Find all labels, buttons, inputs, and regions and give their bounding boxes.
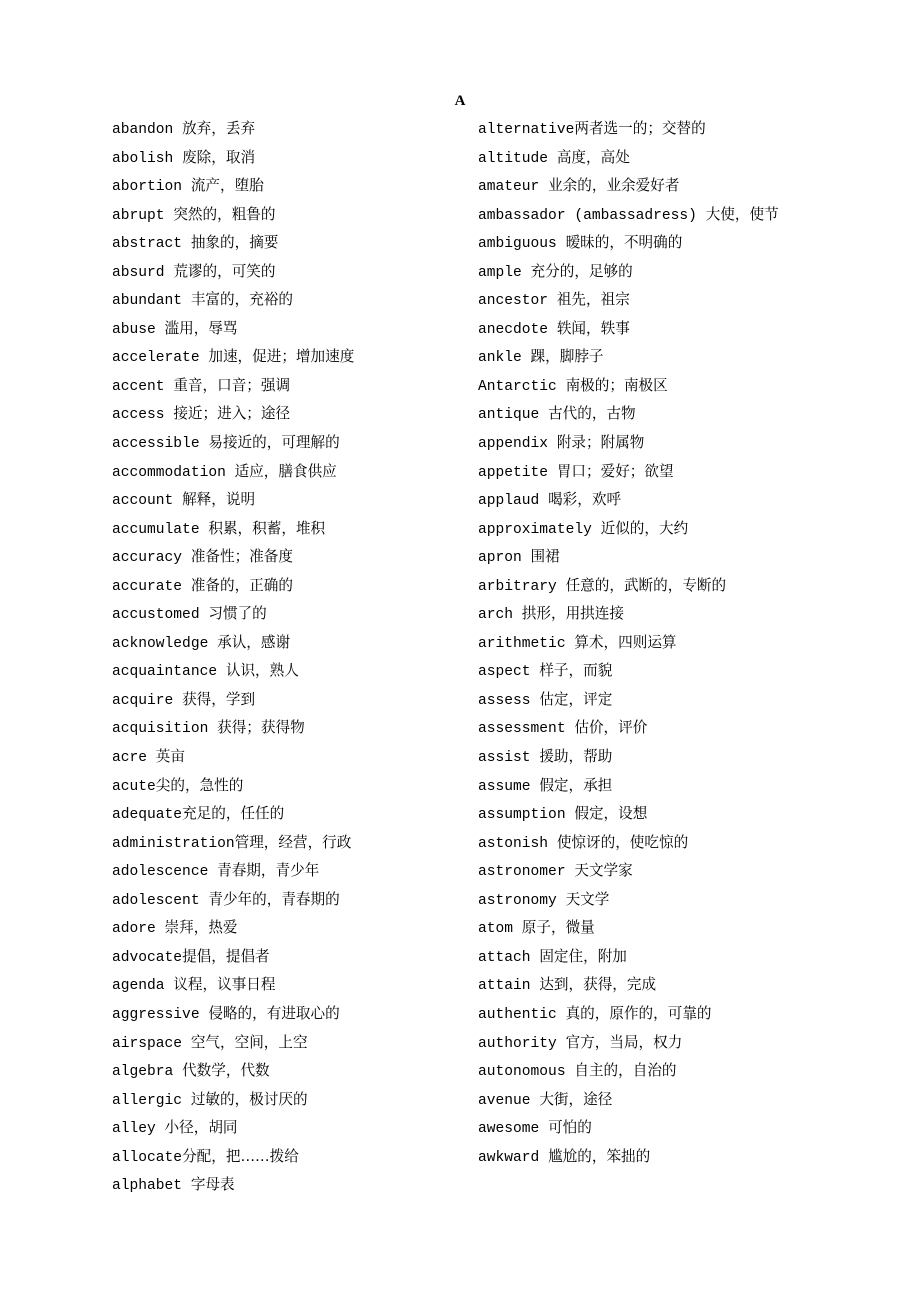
vocab-word: astronomer [478,864,575,881]
vocab-entry [112,686,452,715]
vocab-entry [112,115,452,144]
vocab-word: adolescence [112,864,218,881]
vocab-definition: 拱形，用拱连接 [521,605,624,623]
vocab-definition: 自主的，自治的 [574,1062,677,1080]
vocab-word: Antarctic [478,378,566,395]
vocab-word: atom [478,921,522,938]
vocab-word: accuracy [112,550,191,567]
vocab-word: alternative [478,122,575,138]
vocab-definition: 崇拜，热爱 [164,919,238,937]
vocab-definition: 易接近的，可理解的 [208,434,340,452]
vocab-definition: 真的，原作的，可靠的 [565,1004,712,1022]
vocab-word: acquaintance [112,664,226,681]
vocab-entry [478,971,808,1000]
vocab-entry [112,772,452,801]
vocab-entry [478,1057,808,1086]
vocab-entry [112,657,452,686]
vocab-definition: 天文学 [565,890,610,908]
vocab-word: avenue [478,1092,540,1109]
vocab-definition: 可怕的 [548,1119,592,1137]
vocab-entry [478,229,808,258]
vocab-word: awkward [478,1149,549,1166]
vocab-entry [112,1114,452,1143]
vocab-entry [112,315,452,344]
vocab-definition: 附录；附属物 [556,434,645,452]
vocab-definition: 解释，说明 [182,491,256,509]
vocab-entry [112,343,452,372]
vocab-definition: 提倡，提倡者 [182,947,270,965]
vocab-word: alphabet [112,1178,191,1195]
vocab-definition: 天文学家 [574,862,633,880]
vocab-entry [478,714,808,743]
vocab-word: authentic [478,1006,566,1023]
vocab-definition: 字母表 [190,1176,235,1194]
vocab-definition: 获得；获得物 [217,719,305,737]
vocab-definition: 过敏的，极讨厌的 [190,1090,308,1108]
vocab-word: abandon [112,122,183,138]
vocab-entry [112,886,452,915]
vocab-word: ambiguous [478,236,566,253]
vocab-definition: 充分的，足够的 [530,262,633,280]
vocab-entry [478,943,808,972]
vocab-word: acquisition [112,721,218,738]
vocab-entry [478,115,808,144]
vocab-word: adore [112,921,165,938]
vocab-word: accurate [112,578,191,595]
vocab-entry [478,258,808,287]
vocab-entry [112,800,452,829]
vocab-word: anecdote [478,321,557,338]
vocab-entry [112,914,452,943]
vocab-definition: 积累，积蓄，堆积 [208,519,326,537]
vocab-word: abortion [112,179,191,196]
vocab-definition: 习惯了的 [208,605,267,623]
vocab-entry [478,1000,808,1029]
vocab-word: altitude [478,150,557,167]
vocab-entry [478,315,808,344]
vocab-entry [478,458,808,487]
vocab-word: allocate [112,1149,183,1166]
vocab-word: autonomous [478,1064,575,1081]
vocab-definition: 援助，帮助 [539,748,613,766]
vocab-entry [478,286,808,315]
vocab-word: adolescent [112,892,209,909]
vocab-entry [478,1086,808,1115]
vocab-word: ankle [478,350,531,367]
vocab-entry [478,543,808,572]
vocab-word: apron [478,550,531,567]
vocab-definition: 假定，承担 [539,776,613,794]
vocab-word: acute [112,778,156,795]
vocab-word: abolish [112,150,183,167]
vocab-entry [112,458,452,487]
vocab-entry [112,229,452,258]
vocab-definition: 青春期，青少年 [217,862,320,880]
vocab-definition: 祖先，祖宗 [556,291,630,309]
vocab-word: appetite [478,464,557,481]
vocab-entry [478,372,808,401]
vocab-definition: 固定住，附加 [539,947,627,965]
vocab-entry [112,515,452,544]
vocab-word: aspect [478,664,540,681]
vocab-definition: 轶闻，轶事 [556,319,630,337]
vocab-word: agenda [112,978,174,995]
vocab-word: astonish [478,835,557,852]
vocab-word: ample [478,264,531,281]
vocab-definition: 古代的，古物 [548,405,636,423]
vocab-word: alley [112,1121,165,1138]
vocab-definition: 荒谬的，可笑的 [173,262,276,280]
vocab-definition: 大街，途径 [539,1090,613,1108]
vocab-word: ancestor [478,293,557,310]
vocab-definition: 重音，口音；强调 [173,376,291,394]
vocab-entry [478,144,808,173]
vocab-entry [478,914,808,943]
vocab-definition: 议程，议事日程 [173,976,276,994]
vocab-entry [112,1086,452,1115]
vocab-entry [478,486,808,515]
vocab-definition: 算术，四则运算 [574,633,677,651]
vocab-word: aggressive [112,1006,209,1023]
vocab-entry [478,201,808,230]
vocab-definition: 围裙 [530,548,560,566]
vocab-definition: 青少年的，青春期的 [208,890,340,908]
vocab-word: administration [112,835,235,852]
vocab-word: acquire [112,692,183,709]
vocab-definition: 大使，使节 [705,205,779,223]
vocab-definition: 承认，感谢 [217,633,291,651]
vocab-definition: 抽象的，摘要 [190,234,279,252]
vocab-definition: 胃口；爱好；欲望 [556,462,674,480]
vocab-word: awesome [478,1121,549,1138]
vocab-definition: 准备性；准备度 [190,548,293,566]
vocab-definition: 小径，胡同 [164,1119,238,1137]
vocab-definition: 准备的，正确的 [190,576,293,594]
vocab-definition: 英亩 [155,748,185,766]
vocab-word: applaud [478,493,549,510]
vocab-definition: 样子，而貌 [539,662,613,680]
vocab-entry [112,743,452,772]
vocab-word: airspace [112,1035,191,1052]
vocab-word: accumulate [112,521,209,538]
vocab-entry [478,400,808,429]
vocab-word: assess [478,692,540,709]
vocab-word: accent [112,378,174,395]
vocab-entry [112,943,452,972]
vocab-definition: 丰富的，充裕的 [190,291,293,309]
vocab-definition: 业余的，业余爱好者 [548,177,680,195]
vocab-definition: 任意的，武断的，专断的 [565,576,727,594]
vocab-definition: 喝彩，欢呼 [548,491,622,509]
vocab-word: approximately [478,521,601,538]
vocab-entry [112,1057,452,1086]
vocab-word: accustomed [112,607,209,624]
vocab-word: amateur [478,179,549,196]
vocab-definition: 代数学，代数 [182,1062,270,1080]
vocab-entry [112,486,452,515]
vocab-definition: 估价，评价 [574,719,648,737]
vocab-definition: 使惊讶的，使吃惊的 [556,833,689,851]
left-word-column [112,115,452,1200]
vocab-definition: 接近；进入；途径 [173,405,291,423]
vocab-definition: 尖的，急性的 [155,776,244,794]
vocab-definition: 滥用，辱骂 [164,319,238,337]
vocab-definition: 管理，经营，行政 [234,833,352,851]
vocab-word: assist [478,750,540,767]
vocab-definition: 空气，空间，上空 [190,1033,308,1051]
vocab-definition: 流产，堕胎 [190,177,264,195]
vocab-definition: 认识，熟人 [225,662,299,680]
vocab-word: abuse [112,321,165,338]
vocab-word: adequate [112,807,183,824]
vocab-definition: 突然的，粗鲁的 [173,205,276,223]
vocab-word: access [112,407,174,424]
vocab-entry [478,800,808,829]
vocab-word: allergic [112,1092,191,1109]
vocab-word: astronomy [478,892,566,909]
vocab-entry [112,201,452,230]
vocab-definition: 获得，学到 [182,690,256,708]
vocab-entry [478,1114,808,1143]
vocab-entry [478,600,808,629]
section-heading: A [454,93,466,109]
vocab-entry [112,600,452,629]
vocab-word: antique [478,407,549,424]
vocab-entry [478,343,808,372]
vocab-entry [112,372,452,401]
vocab-definition: 官方，当局，权力 [565,1033,683,1051]
vocab-entry [478,172,808,201]
vocab-entry [478,743,808,772]
vocab-word: acknowledge [112,635,218,652]
vocab-word: attain [478,978,540,995]
vocab-entry [112,400,452,429]
vocab-definition: 南极的；南极区 [565,376,668,394]
vocab-entry [112,144,452,173]
vocab-entry [112,429,452,458]
vocab-word: arbitrary [478,578,566,595]
vocab-definition: 估定，评定 [539,690,613,708]
vocab-entry [112,258,452,287]
vocab-entry [112,572,452,601]
vocab-entry [112,857,452,886]
vocab-definition: 充足的，任任的 [182,805,285,823]
vocab-word: assume [478,778,540,795]
vocab-word: abundant [112,293,191,310]
vocab-definition: 分配，把……拨给 [182,1147,299,1165]
vocab-definition: 两者选一的；交替的 [574,120,706,137]
vocab-word: absurd [112,264,174,281]
vocab-definition: 假定，设想 [574,805,648,823]
vocab-entry [478,657,808,686]
vocab-entry [112,1000,452,1029]
vocab-entry [112,1143,452,1172]
vocab-word: arithmetic [478,635,575,652]
vocab-entry [478,686,808,715]
vocab-entry [112,543,452,572]
vocab-word: accessible [112,436,209,453]
vocab-definition: 暧昧的，不明确的 [565,234,683,252]
vocab-entry [112,971,452,1000]
vocab-entry [478,857,808,886]
vocab-entry [478,1143,808,1172]
vocab-entry [478,629,808,658]
vocab-entry [478,886,808,915]
right-word-column [478,115,808,1171]
vocab-word: algebra [112,1064,183,1081]
vocab-word: arch [478,607,522,624]
vocab-definition: 近似的，大约 [600,519,689,537]
vocab-entry [112,829,452,858]
vocab-word: assessment [478,721,575,738]
vocab-definition: 尴尬的，笨拙的 [548,1147,651,1165]
vocab-entry [112,629,452,658]
vocab-entry [478,515,808,544]
vocab-word: assumption [478,807,575,824]
vocab-word: attach [478,949,540,966]
vocab-entry [112,172,452,201]
vocab-definition: 放弃，丢弃 [182,120,256,137]
vocab-definition: 加速，促进；增加速度 [208,348,355,366]
vocab-entry [478,772,808,801]
vocab-word: acre [112,750,156,767]
vocab-definition: 达到，获得，完成 [539,976,657,994]
vocab-word: accelerate [112,350,209,367]
vocab-word: abstract [112,236,191,253]
vocab-entry [112,286,452,315]
vocab-definition: 侵略的，有进取心的 [208,1004,340,1022]
vocab-definition: 踝，脚脖子 [530,348,604,366]
vocab-definition: 原子，微量 [521,919,595,937]
vocab-word: advocate [112,949,183,966]
vocab-definition: 废除，取消 [182,148,256,166]
vocab-entry [478,829,808,858]
vocab-word: ambassador (ambassadress) [478,207,706,224]
vocab-word: accommodation [112,464,235,481]
vocab-word: authority [478,1035,566,1052]
vocab-entry [478,1029,808,1058]
vocab-definition: 高度，高处 [556,148,630,166]
vocab-word: appendix [478,436,557,453]
vocab-entry [478,572,808,601]
vocab-word: abrupt [112,207,174,224]
vocab-entry [478,429,808,458]
vocab-entry [112,1171,452,1200]
vocab-entry [112,1029,452,1058]
vocab-entry [112,714,452,743]
vocab-definition: 适应，膳食供应 [234,462,337,480]
vocab-word: account [112,493,183,510]
